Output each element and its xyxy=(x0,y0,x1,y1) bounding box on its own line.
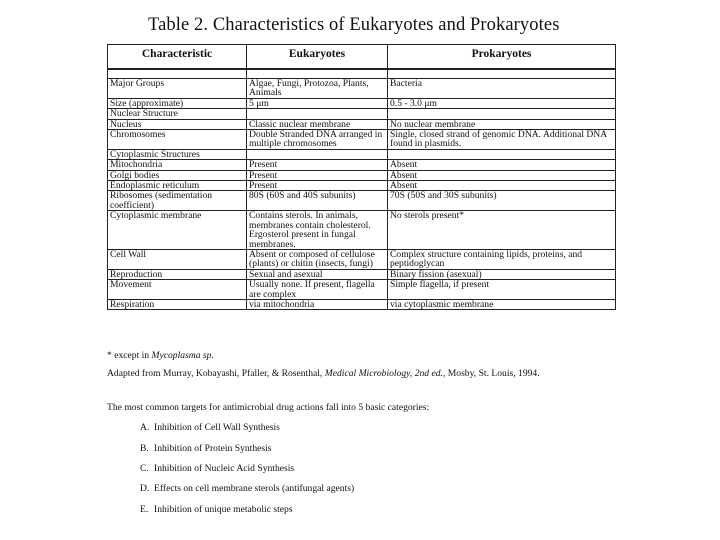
prokaryote-cell: Bacteria xyxy=(388,79,616,99)
prokaryote-cell: via cytoplasmic membrane xyxy=(388,299,616,309)
eukaryote-cell: via mitochondria xyxy=(247,299,388,309)
table-row xyxy=(108,269,616,279)
row-label: Endoplasmic reticulum xyxy=(108,181,247,191)
target-letter: D. xyxy=(140,483,150,494)
eukaryote-cell xyxy=(247,149,388,159)
targets-intro: The most common targets for antimicrobial drug actions fall into 5 basic categories: xyxy=(107,402,430,413)
row-label: Cytoplasmic membrane xyxy=(108,211,247,250)
table-row xyxy=(108,191,616,211)
prokaryote-cell: 70S (50S and 30S subunits) xyxy=(388,191,616,211)
target-item xyxy=(140,504,293,515)
prokaryote-cell: No nuclear membrane xyxy=(388,119,616,129)
table-section-row xyxy=(108,149,616,159)
section-label: Cytoplasmic Structures xyxy=(108,149,247,159)
reference-book-title: Medical Microbiology, 2nd ed. xyxy=(324,368,443,379)
table-row xyxy=(108,299,616,309)
footnote-organism: Mycoplasma sp. xyxy=(151,350,214,361)
prokaryote-cell: Absent xyxy=(388,170,616,180)
table-header-row xyxy=(108,45,616,69)
table-row xyxy=(108,98,616,108)
row-label: Ribosomes (sedimentation coefficient) xyxy=(108,191,247,211)
eukaryote-cell: Present xyxy=(247,181,388,191)
header-eukaryotes: Eukaryotes xyxy=(247,45,388,69)
prokaryote-cell: Single, closed strand of genomic DNA. Additional DNA found in plasmids. xyxy=(388,130,616,150)
target-letter: E. xyxy=(140,504,149,515)
row-label: Size (approximate) xyxy=(108,98,247,108)
row-label: Reproduction xyxy=(108,269,247,279)
row-label: Respiration xyxy=(108,299,247,309)
table-row xyxy=(108,79,616,99)
eukaryote-cell: Present xyxy=(247,170,388,180)
eukaryote-cell: 5 μm xyxy=(247,98,388,108)
row-label: Movement xyxy=(108,280,247,300)
reference-authors: Adapted from Murray, Kobayashi, Pfaller, & Rosenthal, xyxy=(107,368,325,379)
target-item xyxy=(140,483,354,494)
table-row xyxy=(108,170,616,180)
table-spacer-row xyxy=(108,69,616,79)
row-label: Nucleus xyxy=(108,119,247,129)
source-reference xyxy=(107,368,607,380)
table-row xyxy=(108,181,616,191)
target-letter: C. xyxy=(140,463,149,474)
table-row xyxy=(108,211,616,250)
eukaryote-cell: Sexual and asexual xyxy=(247,269,388,279)
footnote-prefix: * except in xyxy=(107,350,152,361)
target-text: Inhibition of Protein Synthesis xyxy=(154,443,272,454)
eukaryote-cell: 80S (60S and 40S subunits) xyxy=(247,191,388,211)
table-row xyxy=(108,130,616,150)
target-letter: B. xyxy=(140,443,149,454)
eukaryote-cell xyxy=(247,109,388,119)
section-label: Nuclear Structure xyxy=(108,109,247,119)
reference-publisher: , Mosby, St. Louis, 1994. xyxy=(442,368,540,379)
prokaryote-cell: Absent xyxy=(388,181,616,191)
target-letter: A. xyxy=(140,422,150,433)
eukaryote-cell: Classic nuclear membrane xyxy=(247,119,388,129)
row-label: Mitochondria xyxy=(108,160,247,170)
table-row xyxy=(108,119,616,129)
prokaryote-cell: 0.5 - 3.0 μm xyxy=(388,98,616,108)
prokaryote-cell: No sterols present* xyxy=(388,211,616,250)
eukaryote-cell: Usually none. If present, flagella are complex xyxy=(247,280,388,300)
eukaryote-cell: Double Stranded DNA arranged in multiple chromosomes xyxy=(247,130,388,150)
prokaryote-cell: Complex structure containing lipids, proteins, and peptidoglycan xyxy=(388,249,616,269)
row-label: Golgi bodies xyxy=(108,170,247,180)
eukaryote-cell: Algae, Fungi, Protozoa, Plants, Animals xyxy=(247,79,388,99)
row-label: Major Groups xyxy=(108,79,247,99)
row-label: Cell Wall xyxy=(108,249,247,269)
prokaryote-cell xyxy=(388,109,616,119)
target-text: Inhibition of unique metabolic steps xyxy=(154,504,293,515)
header-characteristic: Characteristic xyxy=(108,45,247,69)
prokaryote-cell: Binary fission (asexual) xyxy=(388,269,616,279)
target-text: Effects on cell membrane sterols (antifungal agents) xyxy=(154,483,355,494)
document-title: Table 2. Characteristics of Eukaryotes and Prokaryotes xyxy=(148,15,560,35)
target-text: Inhibition of Nucleic Acid Synthesis xyxy=(154,463,295,474)
characteristics-table xyxy=(107,44,616,310)
header-prokaryotes: Prokaryotes xyxy=(388,45,616,69)
prokaryote-cell: Simple flagella, if present xyxy=(388,280,616,300)
row-label: Chromosomes xyxy=(108,130,247,150)
target-item xyxy=(140,443,272,454)
table-row xyxy=(108,280,616,300)
table-section-row xyxy=(108,109,616,119)
eukaryote-cell: Contains sterols. In animals, membranes contain cholesterol. Ergosterol present in fungal membranes. xyxy=(247,211,388,250)
target-item xyxy=(140,422,280,433)
target-text: Inhibition of Cell Wall Synthesis xyxy=(154,422,280,433)
prokaryote-cell xyxy=(388,149,616,159)
eukaryote-cell: Present xyxy=(247,160,388,170)
eukaryote-cell: Absent or composed of cellulose (plants) or chitin (insects, fungi) xyxy=(247,249,388,269)
prokaryote-cell: Absent xyxy=(388,160,616,170)
table-row xyxy=(108,249,616,269)
table-footnote xyxy=(107,350,214,361)
table-row xyxy=(108,160,616,170)
target-item xyxy=(140,463,294,474)
